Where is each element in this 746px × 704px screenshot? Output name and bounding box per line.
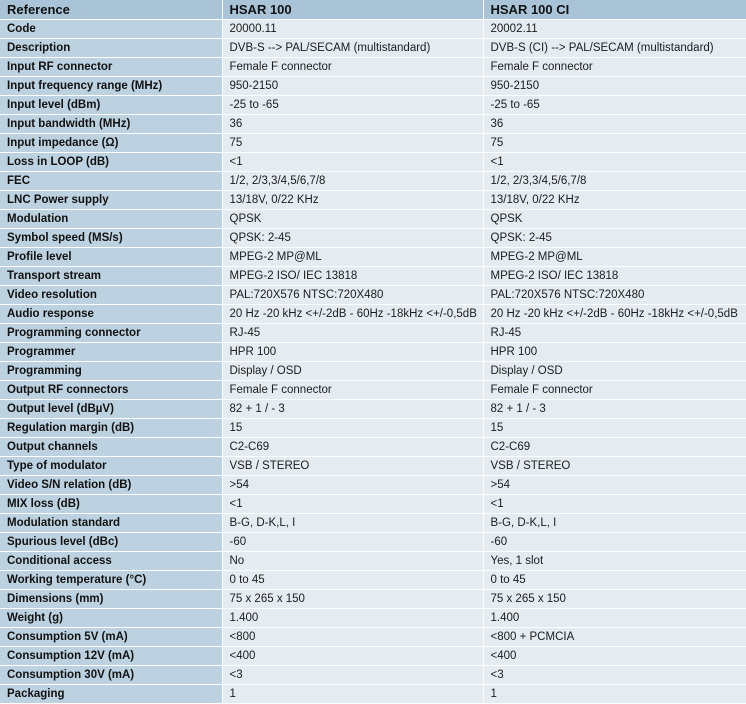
row-label: Input level (dBm) (0, 96, 222, 115)
row-label: Input bandwidth (MHz) (0, 115, 222, 134)
table-row (0, 609, 746, 628)
row-label: Regulation margin (dB) (0, 419, 222, 438)
hsar-100-value: <800 (222, 628, 483, 647)
row-label: Packaging (0, 685, 222, 704)
hsar-100-value: 950-2150 (222, 77, 483, 96)
hsar-100-value: 0 to 45 (222, 571, 483, 590)
hsar-100-ci-value: <1 (483, 495, 746, 514)
table-row (0, 381, 746, 400)
hsar-100-ci-value: 75 (483, 134, 746, 153)
table-row (0, 666, 746, 685)
hsar-100-value: 1.400 (222, 609, 483, 628)
row-label: Input impedance (Ω) (0, 134, 222, 153)
hsar-100-value: 75 (222, 134, 483, 153)
hsar-100-ci-value: C2-C69 (483, 438, 746, 457)
hsar-100-ci-value: >54 (483, 476, 746, 495)
row-label: Symbol speed (MS/s) (0, 229, 222, 248)
table-row (0, 286, 746, 305)
hsar-100-value: 15 (222, 419, 483, 438)
row-label: Conditional access (0, 552, 222, 571)
spec-table-body (0, 20, 746, 704)
row-label: Profile level (0, 248, 222, 267)
table-row (0, 172, 746, 191)
row-label: Modulation standard (0, 514, 222, 533)
hsar-100-value: RJ-45 (222, 324, 483, 343)
row-label: Type of modulator (0, 457, 222, 476)
table-row (0, 305, 746, 324)
table-row (0, 77, 746, 96)
hsar-100-ci-value: 15 (483, 419, 746, 438)
hsar-100-value: 20000.11 (222, 20, 483, 39)
hsar-100-ci-value: 20002.11 (483, 20, 746, 39)
table-row (0, 267, 746, 286)
hsar-100-value: -60 (222, 533, 483, 552)
row-label: Dimensions (mm) (0, 590, 222, 609)
table-row (0, 362, 746, 381)
hsar-100-ci-value: 0 to 45 (483, 571, 746, 590)
header-reference: Reference (0, 0, 222, 20)
hsar-100-value: DVB-S --> PAL/SECAM (multistandard) (222, 39, 483, 58)
hsar-100-ci-value: 1/2, 2/3,3/4,5/6,7/8 (483, 172, 746, 191)
spec-table-header (0, 0, 746, 20)
hsar-100-ci-value: 75 x 265 x 150 (483, 590, 746, 609)
table-row (0, 552, 746, 571)
table-row (0, 134, 746, 153)
table-row (0, 590, 746, 609)
hsar-100-value: QPSK (222, 210, 483, 229)
hsar-100-ci-value: DVB-S (CI) --> PAL/SECAM (multistandard) (483, 39, 746, 58)
hsar-100-ci-value: 20 Hz -20 kHz <+/-2dB - 60Hz -18kHz <+/-0,5dB (483, 305, 746, 324)
hsar-100-value: -25 to -65 (222, 96, 483, 115)
table-row (0, 438, 746, 457)
table-row (0, 210, 746, 229)
hsar-100-ci-value: Display / OSD (483, 362, 746, 381)
table-row (0, 229, 746, 248)
hsar-100-value: 36 (222, 115, 483, 134)
hsar-100-value: VSB / STEREO (222, 457, 483, 476)
hsar-100-ci-value: -25 to -65 (483, 96, 746, 115)
table-row (0, 476, 746, 495)
hsar-100-value: <400 (222, 647, 483, 666)
hsar-100-value: PAL:720X576 NTSC:720X480 (222, 286, 483, 305)
row-label: Spurious level (dBc) (0, 533, 222, 552)
hsar-100-value: QPSK: 2-45 (222, 229, 483, 248)
header-hsar-100: HSAR 100 (222, 0, 483, 20)
row-label: Transport stream (0, 267, 222, 286)
row-label: Video S/N relation (dB) (0, 476, 222, 495)
hsar-100-ci-value: MPEG-2 MP@ML (483, 248, 746, 267)
hsar-100-value: <1 (222, 495, 483, 514)
row-label: Output level (dBµV) (0, 400, 222, 419)
table-row (0, 457, 746, 476)
hsar-100-ci-value: <3 (483, 666, 746, 685)
hsar-100-value: 1/2, 2/3,3/4,5/6,7/8 (222, 172, 483, 191)
hsar-100-value: <3 (222, 666, 483, 685)
row-label: LNC Power supply (0, 191, 222, 210)
hsar-100-ci-value: PAL:720X576 NTSC:720X480 (483, 286, 746, 305)
hsar-100-value: 82 + 1 / - 3 (222, 400, 483, 419)
table-row (0, 495, 746, 514)
table-row (0, 39, 746, 58)
row-label: Consumption 30V (mA) (0, 666, 222, 685)
hsar-100-value: 75 x 265 x 150 (222, 590, 483, 609)
table-row (0, 514, 746, 533)
table-row (0, 419, 746, 438)
hsar-100-ci-value: VSB / STEREO (483, 457, 746, 476)
row-label: Video resolution (0, 286, 222, 305)
table-row (0, 343, 746, 362)
row-label: Working temperature (°C) (0, 571, 222, 590)
table-row (0, 685, 746, 704)
row-label: Output RF connectors (0, 381, 222, 400)
table-row (0, 191, 746, 210)
table-row (0, 628, 746, 647)
hsar-100-value: 13/18V, 0/22 KHz (222, 191, 483, 210)
row-label: Code (0, 20, 222, 39)
hsar-100-value: Female F connector (222, 381, 483, 400)
row-label: Input frequency range (MHz) (0, 77, 222, 96)
row-label: Modulation (0, 210, 222, 229)
row-label: Consumption 12V (mA) (0, 647, 222, 666)
row-label: Programming (0, 362, 222, 381)
hsar-100-value: MPEG-2 MP@ML (222, 248, 483, 267)
row-label: MIX loss (dB) (0, 495, 222, 514)
hsar-100-value: >54 (222, 476, 483, 495)
header-row (0, 0, 746, 20)
hsar-100-ci-value: HPR 100 (483, 343, 746, 362)
hsar-100-value: MPEG-2 ISO/ IEC 13818 (222, 267, 483, 286)
hsar-100-ci-value: <800 + PCMCIA (483, 628, 746, 647)
hsar-100-value: <1 (222, 153, 483, 172)
hsar-100-ci-value: QPSK: 2-45 (483, 229, 746, 248)
table-row (0, 533, 746, 552)
hsar-100-value: Female F connector (222, 58, 483, 77)
hsar-100-ci-value: Female F connector (483, 58, 746, 77)
hsar-100-value: 20 Hz -20 kHz <+/-2dB - 60Hz -18kHz <+/-0,5dB (222, 305, 483, 324)
hsar-100-ci-value: 13/18V, 0/22 KHz (483, 191, 746, 210)
row-label: Programming connector (0, 324, 222, 343)
table-row (0, 324, 746, 343)
hsar-100-ci-value: Female F connector (483, 381, 746, 400)
hsar-100-ci-value: QPSK (483, 210, 746, 229)
hsar-100-ci-value: 82 + 1 / - 3 (483, 400, 746, 419)
row-label: FEC (0, 172, 222, 191)
table-row (0, 20, 746, 39)
hsar-100-ci-value: -60 (483, 533, 746, 552)
hsar-100-value: No (222, 552, 483, 571)
table-row (0, 400, 746, 419)
row-label: Description (0, 39, 222, 58)
row-label: Output channels (0, 438, 222, 457)
header-hsar-100-ci: HSAR 100 CI (483, 0, 746, 20)
hsar-100-value: B-G, D-K,L, I (222, 514, 483, 533)
hsar-100-value: 1 (222, 685, 483, 704)
hsar-100-value: C2-C69 (222, 438, 483, 457)
row-label: Consumption 5V (mA) (0, 628, 222, 647)
row-label: Loss in LOOP (dB) (0, 153, 222, 172)
table-row (0, 571, 746, 590)
hsar-100-ci-value: 36 (483, 115, 746, 134)
hsar-100-value: HPR 100 (222, 343, 483, 362)
hsar-100-ci-value: B-G, D-K,L, I (483, 514, 746, 533)
hsar-100-ci-value: RJ-45 (483, 324, 746, 343)
hsar-100-ci-value: 1 (483, 685, 746, 704)
hsar-100-ci-value: 950-2150 (483, 77, 746, 96)
row-label: Input RF connector (0, 58, 222, 77)
row-label: Programmer (0, 343, 222, 362)
table-row (0, 248, 746, 267)
table-row (0, 647, 746, 666)
hsar-100-ci-value: Yes, 1 slot (483, 552, 746, 571)
table-row (0, 58, 746, 77)
row-label: Weight (g) (0, 609, 222, 628)
hsar-100-ci-value: <1 (483, 153, 746, 172)
row-label: Audio response (0, 305, 222, 324)
table-row (0, 96, 746, 115)
hsar-100-ci-value: 1.400 (483, 609, 746, 628)
hsar-100-value: Display / OSD (222, 362, 483, 381)
table-row (0, 115, 746, 134)
hsar-100-ci-value: MPEG-2 ISO/ IEC 13818 (483, 267, 746, 286)
hsar-100-ci-value: <400 (483, 647, 746, 666)
table-row (0, 153, 746, 172)
